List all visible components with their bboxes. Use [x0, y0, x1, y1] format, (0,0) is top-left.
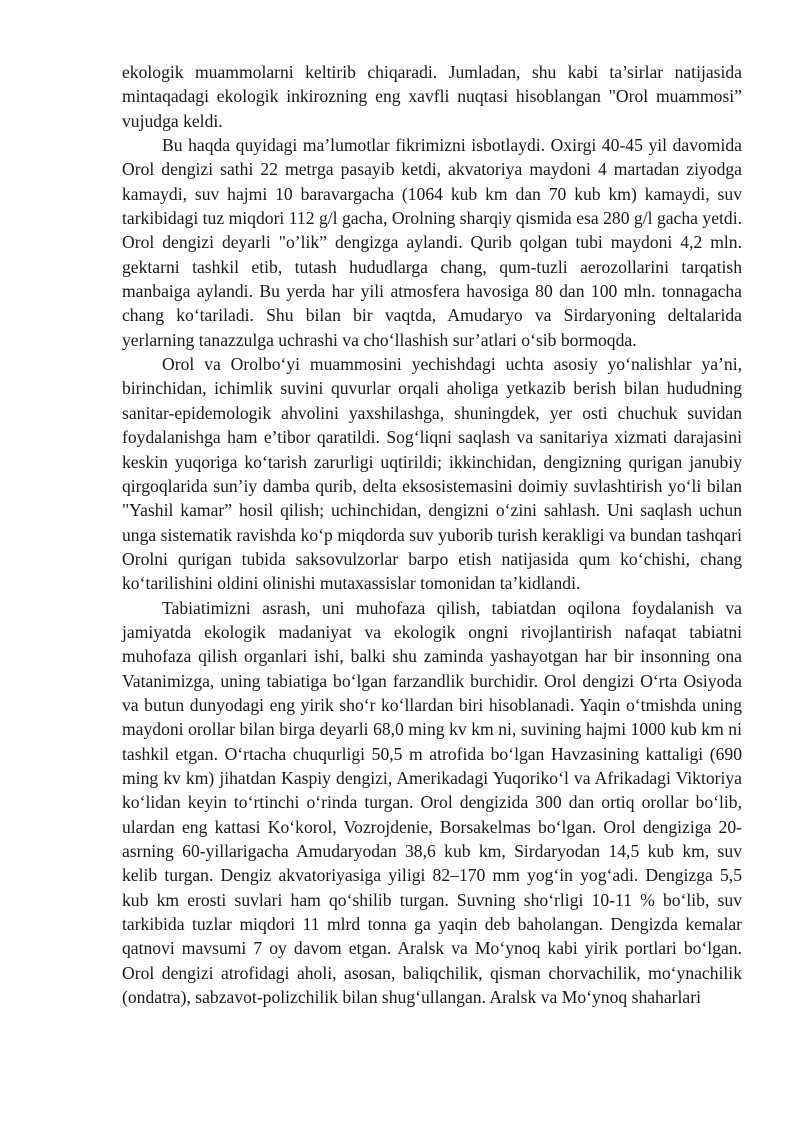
paragraph-3: Orol va Orolbo‘yi muammosini yechishdagi uchta asosiy yo‘nalishlar ya’ni, birinchidan, ichimlik suvini quvurlar orqali aholiga yetkazib berish bilan hududning sanitar-epidemologik ahvolini yaxshilashga, shuningdek, yer osti chuchuk suvidan foydalanishga ham e’tibor qaratildi. Sog‘liqni saqlash va sanitariya xizmati darajasini keskin yuqoriga ko‘tarish zarurligi uqtirildi; ikkinchidan, dengizning qurigan janubiy qirgoqlarida sun’iy damba qurib, delta eksosistemasini doimiy suvlashtirish yo‘li bilan "Yashil kamar” hosil qilish; uchinchidan, dengizni o‘zini sahlash. Uni saqlash uchun unga sistematik ravishda ko‘p miqdorda suv yuborib turish kerakligi va bundan tashqari Orolni qurigan tubida saksovulzorlar barpo etish natijasida qum ko‘chishi, chang ko‘tarilishini oldini olinishi mutaxassislar tomonidan ta’kidlandi.	[122, 354, 742, 594]
paragraph-1: ekologik muammolarni keltirib chiqaradi. Jumladan, shu kabi ta’sirlar natijasida mintaqadagi ekologik inkirozning eng xavfli nuqtasi hisoblangan "Orol muammosi” vujudga keldi.	[122, 62, 742, 131]
document-page	[122, 60, 742, 1009]
paragraph-2: Bu haqda quyidagi ma’lumotlar fikrimizni isbotlaydi. Oxirgi 40-45 yil davomida Orol dengizi sathi 22 metrga pasayib ketdi, akvatoriya maydoni 4 martadan ziyodga kamaydi, suv hajmi 10 baravargacha (1064 kub km dan 70 kub km) kamaydi, suv tarkibidagi tuz miqdori 112 g/l gacha, Orolning sharqiy qismida esa 280 g/l gacha yetdi. Orol dengizi deyarli "o’lik” dengizga aylandi. Qurib qolgan tubi maydoni 4,2 mln. gektarni tashkil etib, tutash hududlarga chang, qum-tuzli aerozollarini tarqatish manbaiga aylandi. Bu yerda har yili atmosfera havosiga 80 dan 100 mln. tonnagacha chang ko‘tariladi. Shu bilan bir vaqtda, Amudaryo va Sirdaryoning deltalarida yerlarning tanazzulga uchrashi va cho‘llashish sur’atlari o‘sib bormoqda.	[122, 135, 742, 350]
paragraph-4: Tabiatimizni asrash, uni muhofaza qilish, tabiatdan oqilona foydalanish va jamiyatda ekologik madaniyat va ekologik ongni rivojlantirish nafaqat tabiatni muhofaza qilish organlari ishi, balki shu zaminda yashayotgan har bir insonning ona Vatanimizga, uning tabiatiga bo‘lgan farzandlik burchidir. Orol dengizi O‘rta Osiyoda va butun dunyodagi eng yirik sho‘r ko‘llardan biri hisoblanadi. Yaqin o‘tmishda uning maydoni orollar bilan birga deyarli 68,0 ming kv km ni, suvining hajmi 1000 kub km ni tashkil etgan. O‘rtacha chuqurligi 50,5 m atrofida bo‘lgan Havzasining kattaligi (690 ming kv km) jihatdan Kaspiy dengizi, Amerikadagi Yuqoriko‘l va Afrikadagi Viktoriya ko‘lidan keyin to‘rtinchi o‘rinda turgan. Orol dengizida 300 dan ortiq orollar bo‘lib, ulardan eng kattasi Ko‘korol, Vozrojdenie, Borsakelmas bo‘lgan. Orol dengiziga 20-asrning 60-yillarigacha Amudaryodan 38,6 kub km, Sirdaryodan 14,5 kub km, suv kelib turgan. Dengiz akvatoriyasiga yiligi 82–170 mm yog‘in yog‘adi. Dengizga 5,5 kub km erosti suvlari ham qo‘shilib turgan. Suvning sho‘rligi 10-11 % bo‘lib, suv tarkibida tuzlar miqdori 11 mlrd tonna ga yaqin deb baholangan. Dengizda kemalar qatnovi mavsumi 7 oy davom etgan. Aralsk va Mo‘ynoq kabi yirik portlari bo‘lgan. Orol dengizi atrofidagi aholi, asosan, baliqchilik, qisman chorvachilik, mo‘ynachilik (ondatra), sabzavot-polizchilik bilan shug‘ullangan. Aralsk va Mo‘ynoq shaharlari	[122, 597, 742, 1008]
